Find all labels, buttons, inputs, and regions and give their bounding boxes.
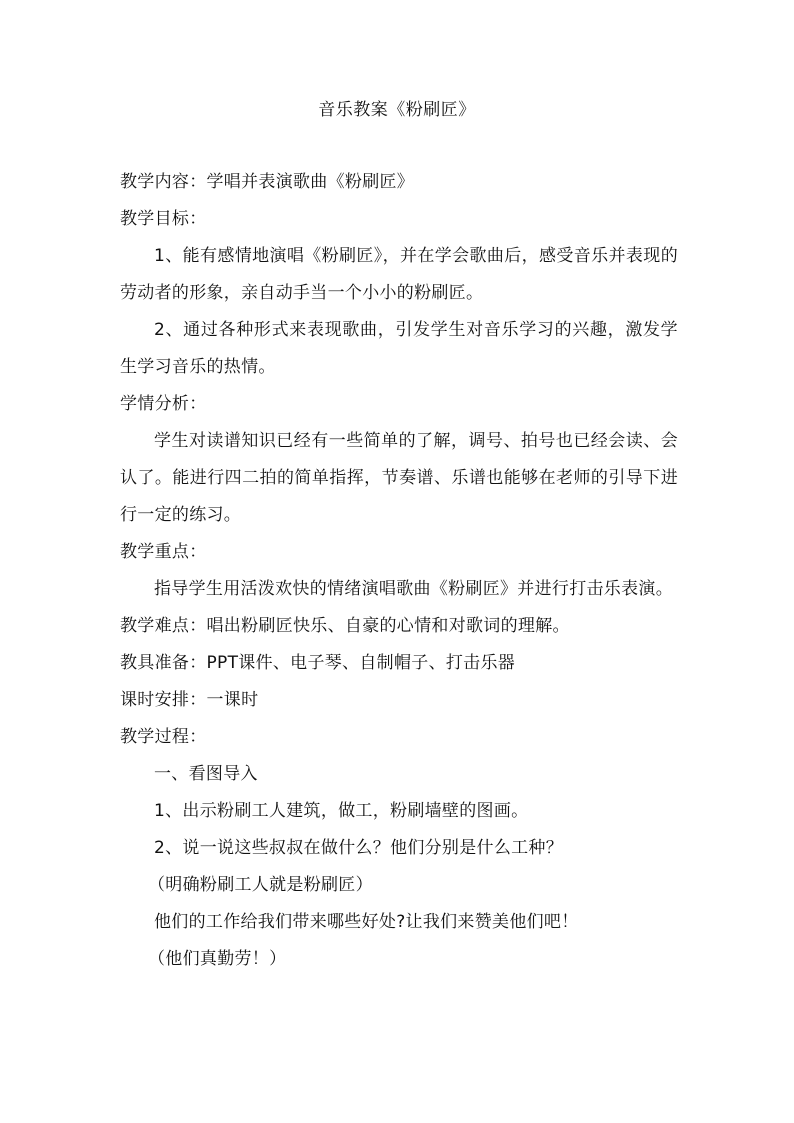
process-step-1-heading: 一、看图导入 — [154, 764, 258, 784]
teaching-goal-1: 1、能有感情地演唱《粉刷匠》，并在学会歌曲后，感受音乐并表现的劳动者的形象，亲自动手当一个小小的粉刷匠。 — [120, 246, 678, 303]
teaching-content-line: 教学内容：学唱并表演歌曲《粉刷匠》 — [120, 172, 415, 192]
process-question-line: 他们的工作给我们带来哪些好处?让我们来赞美他们吧！ — [154, 912, 579, 932]
teaching-goal-2: 2、通过各种形式来表现歌曲，引发学生对音乐学习的兴趣，激发学生学习音乐的热情。 — [120, 320, 678, 377]
learning-analysis-label: 学情分析： — [120, 394, 207, 414]
learning-analysis-text: 学生对读谱知识已经有一些简单的了解，调号、拍号也已经会读、会认了。能进行四二拍的简单指挥，节奏谱、乐谱也能够在老师的引导下进行一定的练习。 — [120, 431, 678, 525]
document-body — [120, 164, 678, 978]
process-note-1: （明确粉刷工人就是粉刷匠） — [148, 875, 373, 895]
teaching-key-text: 指导学生用活泼欢快的情绪演唱歌曲《粉刷匠》并进行打击乐表演。 — [154, 579, 673, 599]
teaching-goal-label: 教学目标： — [120, 209, 207, 229]
process-step-1-item-1: 1、出示粉刷工人建筑，做工，粉刷墙壁的图画。 — [154, 801, 529, 821]
process-step-1-item-2: 2、说一说这些叔叔在做什么？他们分别是什么工种？ — [154, 838, 564, 858]
teaching-key-label: 教学重点： — [120, 542, 207, 562]
class-schedule-line: 课时安排：一课时 — [120, 690, 259, 710]
teaching-process-label: 教学过程： — [120, 727, 207, 747]
process-note-2: （他们真勤劳！） — [148, 949, 287, 969]
teaching-materials-line: 教具准备：PPT课件、电子琴、自制帽子、打击乐器 — [120, 653, 516, 673]
teaching-difficulty-line: 教学难点：唱出粉刷匠快乐、自豪的心情和对歌词的理解。 — [120, 616, 570, 636]
document-title: 音乐教案《粉刷匠》 — [318, 100, 476, 120]
